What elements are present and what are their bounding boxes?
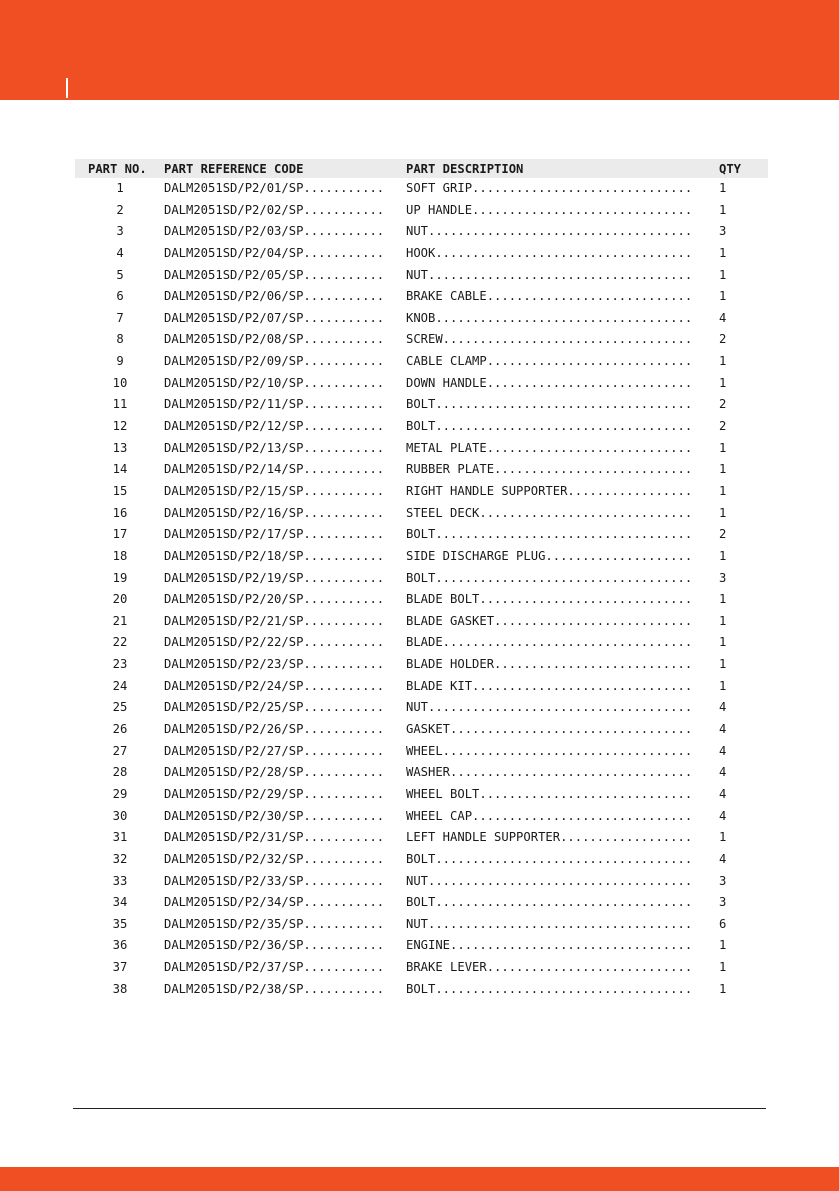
- qty-cell: 1: [719, 462, 727, 477]
- ref-code-cell: DALM2051SD/P2/28/SP...........: [164, 765, 385, 780]
- header-ref-code: PART REFERENCE CODE: [164, 162, 304, 176]
- qty-cell: 1: [719, 938, 727, 953]
- qty-cell: 1: [719, 592, 727, 607]
- table-row: [75, 221, 768, 243]
- part-no-cell: 9: [116, 354, 124, 369]
- qty-cell: 4: [719, 310, 727, 325]
- table-row: [75, 676, 768, 698]
- qty-cell: 2: [719, 419, 727, 434]
- table-row: [75, 308, 768, 330]
- ref-code-cell: DALM2051SD/P2/35/SP...........: [164, 916, 385, 931]
- description-cell: NUT....................................: [406, 700, 693, 715]
- ref-code-cell: DALM2051SD/P2/02/SP...........: [164, 202, 385, 217]
- table-row: [75, 524, 768, 546]
- footer-rule: [73, 1108, 766, 1109]
- description-cell: BRAKE CABLE............................: [406, 289, 693, 304]
- part-no-cell: 31: [112, 830, 128, 845]
- ref-code-cell: DALM2051SD/P2/37/SP...........: [164, 960, 385, 975]
- description-cell: RIGHT HANDLE SUPPORTER.................: [406, 483, 693, 498]
- qty-cell: 1: [719, 245, 727, 260]
- part-no-cell: 12: [112, 419, 128, 434]
- ref-code-cell: DALM2051SD/P2/19/SP...........: [164, 570, 385, 585]
- description-cell: BLADE KIT..............................: [406, 678, 693, 693]
- qty-cell: 1: [719, 613, 727, 628]
- description-cell: BLADE HOLDER...........................: [406, 657, 693, 672]
- part-no-cell: 29: [112, 786, 128, 801]
- table-row: [75, 611, 768, 633]
- qty-cell: 4: [719, 722, 727, 737]
- part-no-cell: 1: [116, 181, 124, 195]
- description-cell: WHEEL..................................: [406, 743, 693, 758]
- table-body: [75, 178, 768, 1000]
- qty-cell: 1: [719, 375, 727, 390]
- qty-cell: 4: [719, 786, 727, 801]
- description-cell: NUT....................................: [406, 224, 693, 239]
- description-cell: BOLT...................................: [406, 527, 693, 542]
- table-row: [75, 351, 768, 373]
- ref-code-cell: DALM2051SD/P2/12/SP...........: [164, 419, 385, 434]
- qty-cell: 2: [719, 397, 727, 412]
- description-cell: UP HANDLE..............................: [406, 202, 693, 217]
- part-no-cell: 33: [112, 873, 128, 888]
- qty-cell: 6: [719, 916, 727, 931]
- part-no-cell: 32: [112, 851, 128, 866]
- part-no-cell: 11: [112, 397, 128, 412]
- table-row: [75, 589, 768, 611]
- table-row: [75, 632, 768, 654]
- table-row: [75, 503, 768, 525]
- description-cell: SCREW..................................: [406, 332, 693, 347]
- table-row: [75, 243, 768, 265]
- qty-cell: 4: [719, 808, 727, 823]
- table-row: [75, 394, 768, 416]
- qty-cell: 1: [719, 678, 727, 693]
- qty-cell: 1: [719, 289, 727, 304]
- description-cell: RUBBER PLATE...........................: [406, 462, 693, 477]
- part-no-cell: 38: [112, 981, 128, 996]
- part-no-cell: 16: [112, 505, 128, 520]
- part-no-cell: 5: [116, 267, 124, 282]
- part-no-cell: 18: [112, 548, 128, 563]
- description-cell: ENGINE.................................: [406, 938, 693, 953]
- ref-code-cell: DALM2051SD/P2/15/SP...........: [164, 483, 385, 498]
- description-cell: BRAKE LEVER............................: [406, 960, 693, 975]
- part-no-cell: 3: [116, 224, 124, 239]
- table-row: [75, 806, 768, 828]
- table-row: [75, 784, 768, 806]
- table-row: [75, 568, 768, 590]
- description-cell: GASKET.................................: [406, 722, 693, 737]
- description-cell: HOOK...................................: [406, 245, 693, 260]
- table-row: [75, 416, 768, 438]
- qty-cell: 1: [719, 267, 727, 282]
- part-no-cell: 7: [116, 310, 124, 325]
- ref-code-cell: DALM2051SD/P2/32/SP...........: [164, 851, 385, 866]
- qty-cell: 1: [719, 981, 727, 996]
- part-no-cell: 36: [112, 938, 128, 953]
- ref-code-cell: DALM2051SD/P2/34/SP...........: [164, 895, 385, 910]
- description-cell: KNOB...................................: [406, 310, 693, 325]
- ref-code-cell: DALM2051SD/P2/36/SP...........: [164, 938, 385, 953]
- part-no-cell: 28: [112, 765, 128, 780]
- description-cell: WHEEL CAP..............................: [406, 808, 693, 823]
- ref-code-cell: DALM2051SD/P2/05/SP...........: [164, 267, 385, 282]
- ref-code-cell: DALM2051SD/P2/24/SP...........: [164, 678, 385, 693]
- table-row: [75, 719, 768, 741]
- part-no-cell: 20: [112, 592, 128, 607]
- ref-code-cell: DALM2051SD/P2/26/SP...........: [164, 722, 385, 737]
- table-row: [75, 178, 768, 200]
- description-cell: BOLT...................................: [406, 981, 693, 996]
- ref-code-cell: DALM2051SD/P2/25/SP...........: [164, 700, 385, 715]
- table-row: [75, 329, 768, 351]
- ref-code-cell: DALM2051SD/P2/27/SP...........: [164, 743, 385, 758]
- qty-cell: 2: [719, 527, 727, 542]
- ref-code-cell: DALM2051SD/P2/30/SP...........: [164, 808, 385, 823]
- table-row: [75, 741, 768, 763]
- table-row: [75, 935, 768, 957]
- part-no-cell: 30: [112, 808, 128, 823]
- description-cell: CABLE CLAMP............................: [406, 354, 693, 369]
- qty-cell: 1: [719, 202, 727, 217]
- table-row: [75, 438, 768, 460]
- qty-cell: 3: [719, 895, 727, 910]
- description-cell: NUT....................................: [406, 873, 693, 888]
- ref-code-cell: DALM2051SD/P2/13/SP...........: [164, 440, 385, 455]
- ref-code-cell: DALM2051SD/P2/22/SP...........: [164, 635, 385, 650]
- description-cell: LEFT HANDLE SUPPORTER..................: [406, 830, 693, 845]
- qty-cell: 1: [719, 657, 727, 672]
- table-row: [75, 914, 768, 936]
- ref-code-cell: DALM2051SD/P2/29/SP...........: [164, 786, 385, 801]
- ref-code-cell: DALM2051SD/P2/33/SP...........: [164, 873, 385, 888]
- ref-code-cell: DALM2051SD/P2/07/SP...........: [164, 310, 385, 325]
- ref-code-cell: DALM2051SD/P2/21/SP...........: [164, 613, 385, 628]
- qty-cell: 1: [719, 181, 727, 195]
- header-qty: QTY: [719, 162, 742, 176]
- ref-code-cell: DALM2051SD/P2/23/SP...........: [164, 657, 385, 672]
- part-no-cell: 19: [112, 570, 128, 585]
- qty-cell: 1: [719, 440, 727, 455]
- part-no-cell: 34: [112, 895, 128, 910]
- qty-cell: 3: [719, 873, 727, 888]
- description-cell: METAL PLATE............................: [406, 440, 693, 455]
- table-row: [75, 697, 768, 719]
- ref-code-cell: DALM2051SD/P2/06/SP...........: [164, 289, 385, 304]
- top-banner: [0, 0, 839, 100]
- table-row: [75, 654, 768, 676]
- description-cell: DOWN HANDLE............................: [406, 375, 693, 390]
- description-cell: SOFT GRIP..............................: [406, 181, 693, 195]
- parts-table: [75, 159, 768, 1000]
- part-no-cell: 35: [112, 916, 128, 931]
- qty-cell: 1: [719, 505, 727, 520]
- table-header: [75, 159, 768, 178]
- description-cell: BLADE..................................: [406, 635, 693, 650]
- part-no-cell: 4: [116, 245, 124, 260]
- table-row: [75, 373, 768, 395]
- part-no-cell: 10: [112, 375, 128, 390]
- description-cell: NUT....................................: [406, 916, 693, 931]
- description-cell: NUT....................................: [406, 267, 693, 282]
- part-no-cell: 8: [116, 332, 124, 347]
- description-cell: WASHER.................................: [406, 765, 693, 780]
- ref-code-cell: DALM2051SD/P2/11/SP...........: [164, 397, 385, 412]
- qty-cell: 4: [719, 765, 727, 780]
- ref-code-cell: DALM2051SD/P2/16/SP...........: [164, 505, 385, 520]
- header-part-no: PART NO.: [88, 162, 147, 176]
- ref-code-cell: DALM2051SD/P2/14/SP...........: [164, 462, 385, 477]
- ref-code-cell: DALM2051SD/P2/18/SP...........: [164, 548, 385, 563]
- part-no-cell: 6: [116, 289, 124, 304]
- bottom-banner: [0, 1167, 839, 1191]
- qty-cell: 1: [719, 548, 727, 563]
- part-no-cell: 23: [112, 657, 128, 672]
- part-no-cell: 37: [112, 960, 128, 975]
- table-row: [75, 871, 768, 893]
- qty-cell: 1: [719, 635, 727, 650]
- table-row: [75, 762, 768, 784]
- part-no-cell: 17: [112, 527, 128, 542]
- table-row: [75, 286, 768, 308]
- part-no-cell: 27: [112, 743, 128, 758]
- ref-code-cell: DALM2051SD/P2/20/SP...........: [164, 592, 385, 607]
- ref-code-cell: DALM2051SD/P2/17/SP...........: [164, 527, 385, 542]
- qty-cell: 1: [719, 354, 727, 369]
- ref-code-cell: DALM2051SD/P2/04/SP...........: [164, 245, 385, 260]
- part-no-cell: 22: [112, 635, 128, 650]
- description-cell: BOLT...................................: [406, 419, 693, 434]
- ref-code-cell: DALM2051SD/P2/01/SP...........: [164, 181, 385, 195]
- description-cell: BLADE BOLT.............................: [406, 592, 693, 607]
- table-row: [75, 265, 768, 287]
- qty-cell: 1: [719, 483, 727, 498]
- description-cell: SIDE DISCHARGE PLUG....................: [406, 548, 693, 563]
- qty-cell: 1: [719, 830, 727, 845]
- description-cell: STEEL DECK.............................: [406, 505, 693, 520]
- qty-cell: 3: [719, 570, 727, 585]
- description-cell: BOLT...................................: [406, 397, 693, 412]
- description-cell: WHEEL BOLT.............................: [406, 786, 693, 801]
- qty-cell: 1: [719, 960, 727, 975]
- qty-cell: 3: [719, 224, 727, 239]
- description-cell: BLADE GASKET...........................: [406, 613, 693, 628]
- table-row: [75, 957, 768, 979]
- ref-code-cell: DALM2051SD/P2/38/SP...........: [164, 981, 385, 996]
- ref-code-cell: DALM2051SD/P2/10/SP...........: [164, 375, 385, 390]
- table-row: [75, 481, 768, 503]
- part-no-cell: 21: [112, 613, 128, 628]
- description-cell: BOLT...................................: [406, 570, 693, 585]
- header-description: PART DESCRIPTION: [406, 162, 524, 176]
- part-no-cell: 15: [112, 483, 128, 498]
- part-no-cell: 26: [112, 722, 128, 737]
- part-no-cell: 2: [116, 202, 124, 217]
- table-row: [75, 892, 768, 914]
- table-row: [75, 979, 768, 1001]
- part-no-cell: 25: [112, 700, 128, 715]
- part-no-cell: 13: [112, 440, 128, 455]
- part-no-cell: 24: [112, 678, 128, 693]
- banner-tick-mark: [66, 78, 68, 98]
- table-row: [75, 849, 768, 871]
- qty-cell: 4: [719, 851, 727, 866]
- ref-code-cell: DALM2051SD/P2/08/SP...........: [164, 332, 385, 347]
- qty-cell: 4: [719, 743, 727, 758]
- qty-cell: 4: [719, 700, 727, 715]
- ref-code-cell: DALM2051SD/P2/03/SP...........: [164, 224, 385, 239]
- table-row: [75, 546, 768, 568]
- table-row: [75, 827, 768, 849]
- ref-code-cell: DALM2051SD/P2/31/SP...........: [164, 830, 385, 845]
- description-cell: BOLT...................................: [406, 851, 693, 866]
- description-cell: BOLT...................................: [406, 895, 693, 910]
- table-row: [75, 459, 768, 481]
- table-row: [75, 200, 768, 222]
- qty-cell: 2: [719, 332, 727, 347]
- ref-code-cell: DALM2051SD/P2/09/SP...........: [164, 354, 385, 369]
- part-no-cell: 14: [112, 462, 128, 477]
